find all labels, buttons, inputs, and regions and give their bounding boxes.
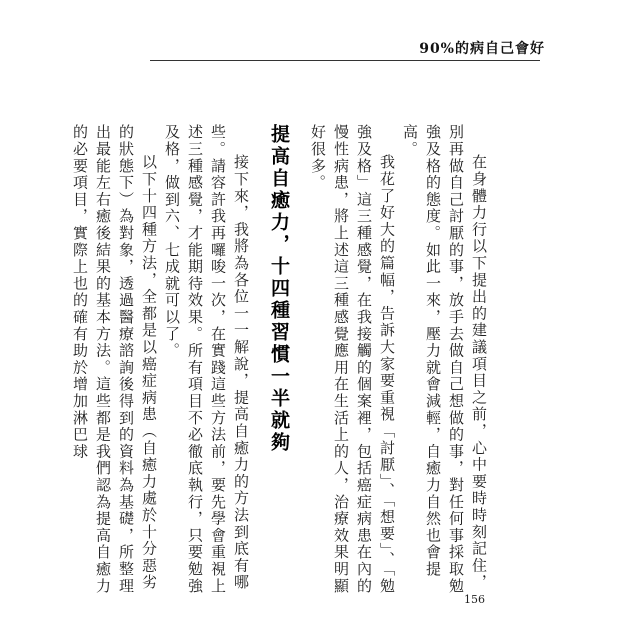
paragraph-3: 接下來，我將為各位一一解說，提高自癒力的方法到底有哪些。請容許我再囉唆一次，在實踐這些方法前，要先學會重視上述三種感覺，才能期待效果。所有項目不必徹底執行，只要勉強及格，做到六、七成就可以了。: [163, 124, 250, 595]
paragraph-4: 以下十四種方法，全都是以癌症病患（自癒力處於十分惡劣的狀態下）為對象，透過醫療諮詢後得到的資料為基礎，所整理出最能左右癒後結果的基本方法。這些都是我們認為提高自癒力的必要項目，實際上也的確有助於增加淋巴球: [71, 124, 158, 595]
running-header-title: 90%的病自己會好: [419, 41, 545, 57]
paragraph-1: 在身體力行以下提出的建議項目之前，心中要時時刻記住，別再做自己討厭的事，放手去做自己想做的事，對任何事採取勉強及格的態度。如此一來，壓力就會減輕，自癒力自然也會提高。: [401, 124, 488, 595]
vertical-text-block: [68, 124, 490, 604]
section-heading: 提高自癒力，十四種習慣一半就夠: [268, 124, 290, 454]
page-number: 156: [464, 593, 485, 606]
paragraph-2: 我花了好大的篇幅，告訴大家要重視「討厭」、「想要」、「勉強及格」這三種感覺，在我接觸的個案裡，包括癌症病患在內的慢性病患，將上述這三種感覺應用在生活上的人，治療效果明顯好很多。: [309, 124, 396, 595]
header-rule: [150, 60, 540, 61]
